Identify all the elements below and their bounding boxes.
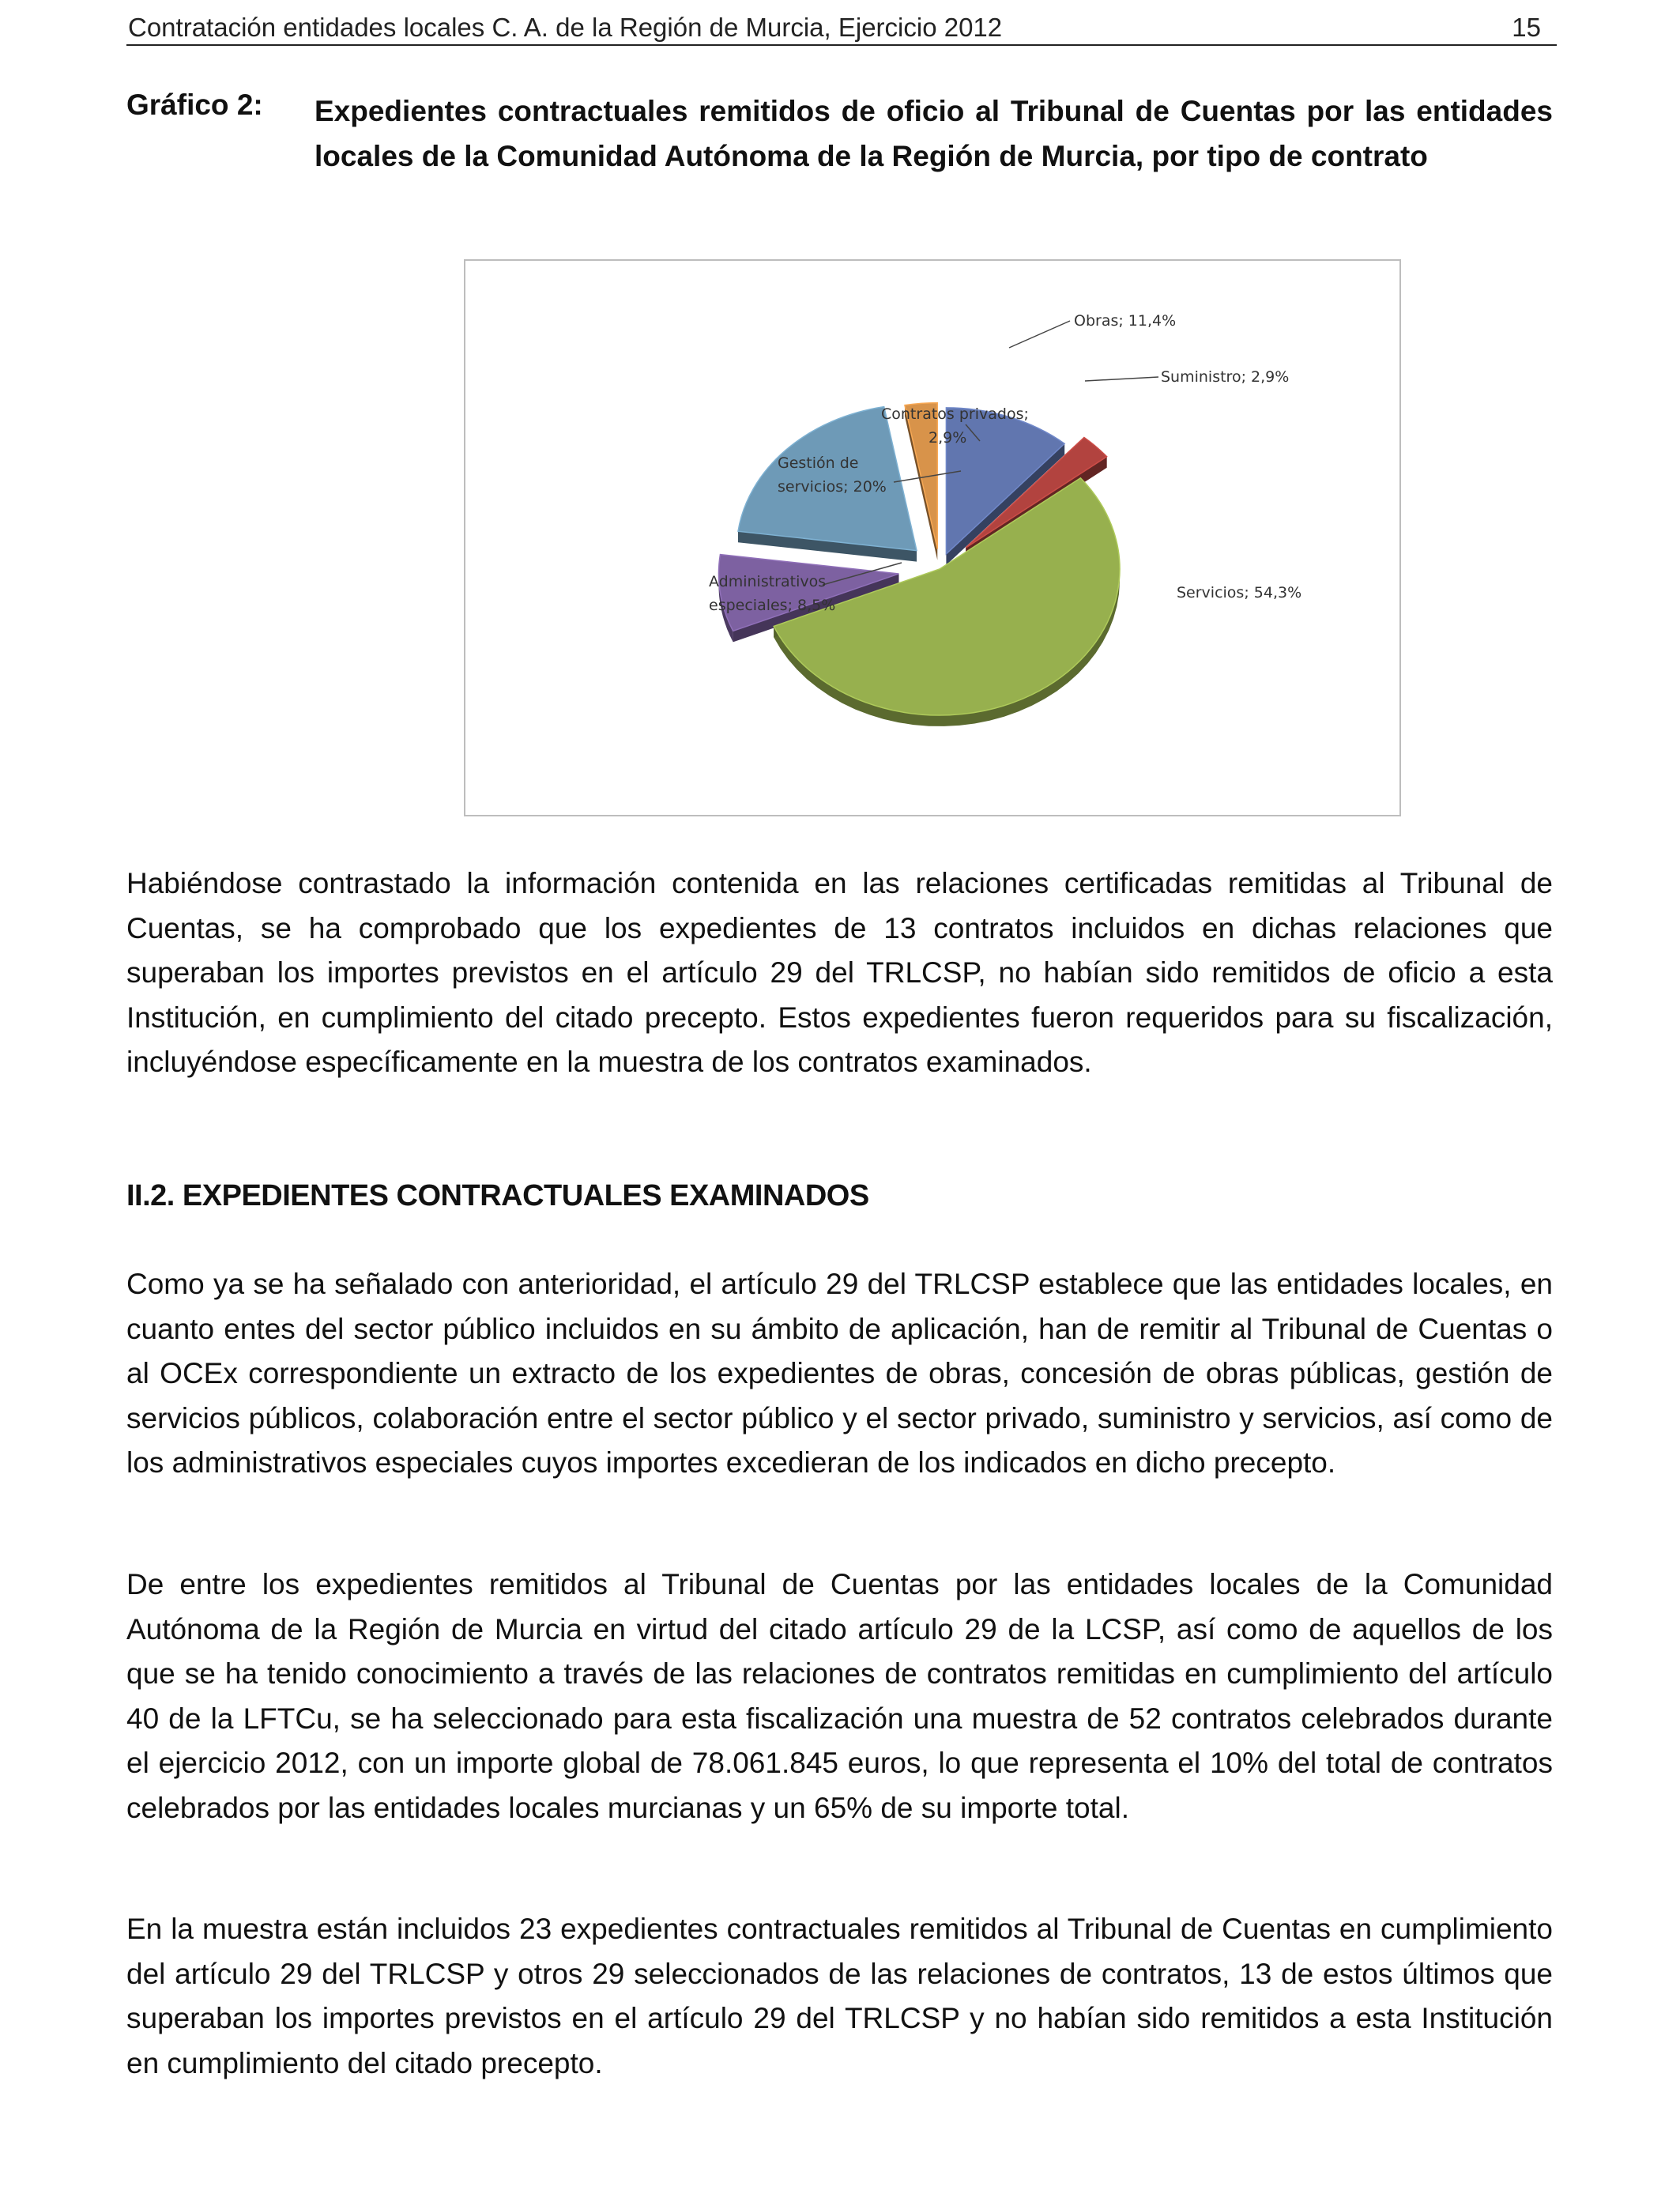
figure-label: Gráfico 2: [126, 89, 263, 121]
slice-label-1: Suministro; 2,9% [1161, 368, 1290, 386]
slice-label-2: Servicios; 54,3% [1177, 584, 1302, 601]
slice-label-4-line2: servicios; 20% [778, 478, 887, 496]
paragraph-2: Como ya se ha señalado con anterioridad, el artículo 29 del TRLCSP establece que las entidades locales, en cuanto entes del sector público incluidos en su ámbito de aplicación, han de remitir al Tribunal de Cuentas o al OCEx correspondiente un extracto de los expedientes de obras, concesión de obras públicas, gestión de servicios públicos, colaboración entre el sector público y el sector privado, suministro y servicios, así como de los administrativos especiales cuyos importes excedieran de los indicados en dicho precepto. [126, 1268, 1553, 1479]
slice-label-3-line2: especiales; 8,5% [709, 597, 836, 614]
page-header [126, 9, 1557, 46]
page-number: 15 [1512, 13, 1541, 42]
pie-chart [464, 259, 1401, 816]
leader-line-0 [1009, 321, 1070, 348]
figure-title: Expedientes contractuales remitidos de oficio al Tribunal de Cuentas por las entidades locales de la Comunidad Autónoma de la Región de Murcia, por tipo de contrato [315, 95, 1553, 172]
slice-label-0: Obras; 11,4% [1074, 312, 1177, 330]
paragraph-1: Habiéndose contrastado la información contenida en las relaciones certificadas remitidas al Tribunal de Cuentas, se ha comprobado que los expedientes de 13 contratos incluidos en dichas relaciones que superaban los importes previstos en el artículo 29 del TRLCSP, no habían sido remitidos de oficio a esta Institución, en cumplimiento del citado precepto. Estos expedientes fueron requeridos para su fiscalización, incluyéndose específicamente en la muestra de los contratos examinados. [126, 867, 1553, 1078]
slice-label-4: Gestión de [778, 454, 859, 472]
section-heading: II.2. EXPEDIENTES CONTRACTUALES EXAMINADOS [126, 1179, 869, 1212]
pie-chart-svg [465, 261, 1399, 815]
slice-label-5: Contratos privados; [881, 405, 1029, 423]
header-title: Contratación entidades locales C. A. de la Región de Murcia, Ejercicio 2012 [128, 13, 1003, 42]
paragraph-3: De entre los expedientes remitidos al Tribunal de Cuentas por las entidades locales de la Comunidad Autónoma de la Región de Murcia en virtud del citado artículo 29 de la LCSP, así como de aquellos de los que se ha tenido conocimiento a través de las relaciones de contratos remitidas en cumplimiento del artículo 40 de la LFTCu, se ha seleccionado para esta fiscalización una muestra de 52 contratos celebrados durante el ejercicio 2012, con un importe global de 78.061.845 euros, lo que representa el 10% del total de contratos celebrados por las entidades locales murcianas y un 65% de su importe total. [126, 1568, 1553, 1824]
paragraph-4: En la muestra están incluidos 23 expedientes contractuales remitidos al Tribunal de Cuentas en cumplimiento del artículo 29 del TRLCSP y otros 29 seleccionados de las relaciones de contratos, 13 de estos últimos que superaban los importes previstos en el artículo 29 del TRLCSP y no habían sido remitidos a esta Institución en cumplimiento del citado precepto. [126, 1913, 1553, 2079]
slice-label-3: Administrativos [709, 573, 827, 590]
leader-line-1 [1085, 377, 1158, 381]
slice-label-5-line2: 2,9% [929, 429, 967, 447]
